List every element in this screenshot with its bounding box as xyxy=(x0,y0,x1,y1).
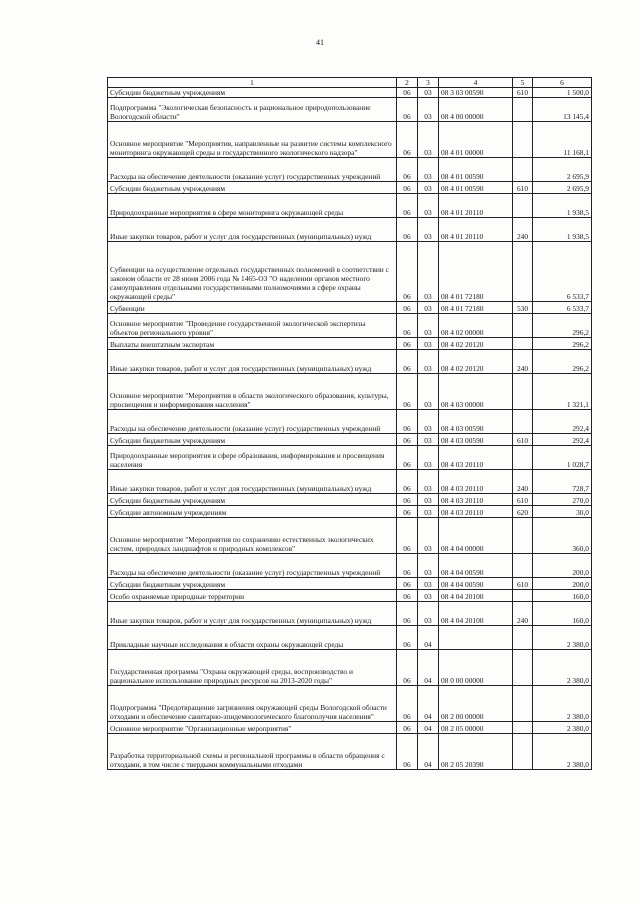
row-amount: 2 695,9 xyxy=(533,158,592,182)
row-section: 06 xyxy=(397,470,418,494)
row-subsection: 03 xyxy=(418,410,439,434)
row-target-code: 08 2 05 20390 xyxy=(439,734,513,770)
row-subsection: 03 xyxy=(418,122,439,158)
row-target-code: 08 4 04 00590 xyxy=(439,578,513,590)
row-subsection: 03 xyxy=(418,194,439,218)
table-row xyxy=(108,506,592,518)
table-header-row xyxy=(108,78,592,88)
table-row xyxy=(108,602,592,626)
row-subsection: 04 xyxy=(418,686,439,722)
table-row xyxy=(108,590,592,602)
row-section: 06 xyxy=(397,734,418,770)
row-amount: 1 028,7 xyxy=(533,446,592,470)
row-subsection: 03 xyxy=(418,302,439,314)
row-target-code: 08 4 04 00590 xyxy=(439,554,513,578)
row-name: Субвенции xyxy=(108,302,397,314)
page-number: 41 xyxy=(316,38,324,47)
row-subsection: 03 xyxy=(418,446,439,470)
row-target-code xyxy=(439,626,513,650)
row-name: Иные закупки товаров, работ и услуг для государственных (муниципальных) нужд xyxy=(108,602,397,626)
row-target-code: 08 4 03 20110 xyxy=(439,470,513,494)
table-row xyxy=(108,350,592,374)
row-expense-type xyxy=(513,122,533,158)
row-name: Субсидии бюджетным учреждениям xyxy=(108,494,397,506)
row-name: Выплаты внештатным экспертам xyxy=(108,338,397,350)
header-cell-5: 5 xyxy=(513,78,533,88)
row-section: 06 xyxy=(397,338,418,350)
row-target-code: 08 4 01 20110 xyxy=(439,194,513,218)
row-amount: 200,0 xyxy=(533,578,592,590)
row-subsection: 03 xyxy=(418,554,439,578)
row-target-code: 08 4 04 20100 xyxy=(439,602,513,626)
table-row xyxy=(108,242,592,302)
row-amount: 160,0 xyxy=(533,602,592,626)
row-section: 06 xyxy=(397,506,418,518)
row-section: 06 xyxy=(397,302,418,314)
table-row xyxy=(108,410,592,434)
row-expense-type xyxy=(513,194,533,218)
row-expense-type xyxy=(513,518,533,554)
row-amount: 2 380,0 xyxy=(533,650,592,686)
row-expense-type: 240 xyxy=(513,602,533,626)
row-section: 06 xyxy=(397,182,418,194)
row-amount: 728,7 xyxy=(533,470,592,494)
row-expense-type xyxy=(513,590,533,602)
row-expense-type: 610 xyxy=(513,578,533,590)
row-subsection: 03 xyxy=(418,470,439,494)
table-row xyxy=(108,122,592,158)
row-amount: 2 695,9 xyxy=(533,182,592,194)
table-row xyxy=(108,650,592,686)
row-name: Субвенции на осуществление отдельных государственных полномочий в соответствии с законом области от 28 июня 2006 года № 1465-ОЗ "О наделении органов местного самоуправления отдельными государственными полномочиями в сфере охраны окружающей среды" xyxy=(108,242,397,302)
row-target-code: 08 4 01 20110 xyxy=(439,218,513,242)
table-row xyxy=(108,734,592,770)
row-name: Расходы на обеспечение деятельности (оказание услуг) государственных учреждений xyxy=(108,158,397,182)
row-expense-type xyxy=(513,446,533,470)
row-subsection: 03 xyxy=(418,494,439,506)
row-name: Государственная программа "Охрана окружающей среды, воспроизводство и рациональное использование природных ресурсов на 2013-2020 годы" xyxy=(108,650,397,686)
row-section: 06 xyxy=(397,686,418,722)
row-amount: 13 145,4 xyxy=(533,98,592,122)
header-cell-6: 6 xyxy=(533,78,592,88)
row-amount: 360,0 xyxy=(533,518,592,554)
table-row xyxy=(108,578,592,590)
row-amount: 292,4 xyxy=(533,410,592,434)
row-expense-type xyxy=(513,242,533,302)
row-section: 06 xyxy=(397,722,418,734)
row-target-code: 08 4 01 00000 xyxy=(439,122,513,158)
table-row xyxy=(108,194,592,218)
row-target-code: 08 4 03 00590 xyxy=(439,434,513,446)
row-expense-type: 610 xyxy=(513,494,533,506)
table-row xyxy=(108,88,592,98)
row-name: Основное мероприятие "Мероприятия, направленные на развитие системы комплексного мониторинга окружающей среды и государственного экологического надзора" xyxy=(108,122,397,158)
row-section: 06 xyxy=(397,194,418,218)
row-section: 06 xyxy=(397,446,418,470)
row-section: 06 xyxy=(397,650,418,686)
row-section: 06 xyxy=(397,626,418,650)
row-subsection: 03 xyxy=(418,434,439,446)
row-amount: 296,2 xyxy=(533,314,592,338)
row-expense-type xyxy=(513,626,533,650)
row-target-code: 08 4 01 00590 xyxy=(439,158,513,182)
row-expense-type: 240 xyxy=(513,350,533,374)
row-expense-type: 240 xyxy=(513,218,533,242)
table-row xyxy=(108,302,592,314)
budget-table xyxy=(107,77,592,770)
row-expense-type xyxy=(513,374,533,410)
row-target-code: 08 4 04 20100 xyxy=(439,590,513,602)
row-amount: 1 938,5 xyxy=(533,218,592,242)
row-expense-type xyxy=(513,650,533,686)
row-section: 06 xyxy=(397,314,418,338)
table-row xyxy=(108,686,592,722)
row-subsection: 03 xyxy=(418,518,439,554)
row-expense-type: 610 xyxy=(513,182,533,194)
row-expense-type xyxy=(513,158,533,182)
row-target-code: 08 4 03 00000 xyxy=(439,374,513,410)
header-cell-2: 2 xyxy=(397,78,418,88)
row-target-code: 08 0 00 00000 xyxy=(439,650,513,686)
table-row xyxy=(108,494,592,506)
table-row xyxy=(108,338,592,350)
row-name: Основное мероприятие "Проведение государственной экологической экспертизы объектов регионального уровня" xyxy=(108,314,397,338)
row-name: Иные закупки товаров, работ и услуг для государственных (муниципальных) нужд xyxy=(108,218,397,242)
row-section: 06 xyxy=(397,578,418,590)
row-amount: 1 938,5 xyxy=(533,194,592,218)
row-amount: 296,2 xyxy=(533,350,592,374)
row-section: 06 xyxy=(397,434,418,446)
row-subsection: 03 xyxy=(418,590,439,602)
row-section: 06 xyxy=(397,554,418,578)
row-target-code: 08 4 03 00590 xyxy=(439,410,513,434)
row-expense-type xyxy=(513,410,533,434)
header-cell-4: 4 xyxy=(439,78,513,88)
table-row xyxy=(108,470,592,494)
row-amount: 270,0 xyxy=(533,494,592,506)
row-name: Субсидии автономным учреждениям xyxy=(108,506,397,518)
row-name: Подпрограмма "Предотвращение загрязнения окружающей среды Вологодской области отходами и обеспечение санитарно-эпидемиологического благополучия населения" xyxy=(108,686,397,722)
row-amount: 2 380,0 xyxy=(533,626,592,650)
row-target-code: 08 4 03 20110 xyxy=(439,506,513,518)
table-row xyxy=(108,434,592,446)
header-cell-3: 3 xyxy=(418,78,439,88)
row-amount: 2 380,0 xyxy=(533,686,592,722)
row-name: Расходы на обеспечение деятельности (оказание услуг) государственных учреждений xyxy=(108,554,397,578)
table-row xyxy=(108,218,592,242)
row-amount: 6 533,7 xyxy=(533,302,592,314)
row-subsection: 03 xyxy=(418,506,439,518)
row-amount: 292,4 xyxy=(533,434,592,446)
row-expense-type: 530 xyxy=(513,302,533,314)
table-row xyxy=(108,518,592,554)
row-target-code: 08 2 05 00000 xyxy=(439,722,513,734)
row-section: 06 xyxy=(397,602,418,626)
row-target-code: 08 2 00 00000 xyxy=(439,686,513,722)
row-name: Разработка территориальной схемы и региональной программы в области обращения с отходами, в том числе с твердыми коммунальными отходами xyxy=(108,734,397,770)
row-amount: 1 500,0 xyxy=(533,88,592,98)
row-name: Основное мероприятие "Мероприятия по сохранению естественных экологических систем, природных ландшафтов и природных комплексов" xyxy=(108,518,397,554)
table-row xyxy=(108,722,592,734)
row-amount: 2 380,0 xyxy=(533,722,592,734)
table-row xyxy=(108,158,592,182)
row-amount: 6 533,7 xyxy=(533,242,592,302)
row-name: Основное мероприятие "Организационные мероприятия" xyxy=(108,722,397,734)
row-subsection: 04 xyxy=(418,734,439,770)
row-target-code: 08 4 02 20120 xyxy=(439,350,513,374)
row-expense-type: 610 xyxy=(513,88,533,98)
row-target-code: 08 4 01 72180 xyxy=(439,242,513,302)
row-expense-type xyxy=(513,98,533,122)
row-section: 06 xyxy=(397,350,418,374)
row-subsection: 03 xyxy=(418,602,439,626)
row-section: 06 xyxy=(397,590,418,602)
row-expense-type xyxy=(513,554,533,578)
row-name: Субсидии бюджетным учреждениям xyxy=(108,88,397,98)
row-name: Особо охраняемые природные территории xyxy=(108,590,397,602)
row-expense-type xyxy=(513,314,533,338)
row-target-code: 08 4 03 20110 xyxy=(439,494,513,506)
row-name: Природоохранные мероприятия в сфере мониторинга окружающей среды xyxy=(108,194,397,218)
row-name: Субсидии бюджетным учреждениям xyxy=(108,434,397,446)
row-amount: 11 168,1 xyxy=(533,122,592,158)
row-amount: 200,0 xyxy=(533,554,592,578)
table-row xyxy=(108,182,592,194)
row-section: 06 xyxy=(397,374,418,410)
row-expense-type: 610 xyxy=(513,434,533,446)
row-target-code: 08 4 04 00000 xyxy=(439,518,513,554)
row-section: 06 xyxy=(397,518,418,554)
row-target-code: 08 4 01 00590 xyxy=(439,182,513,194)
row-section: 06 xyxy=(397,98,418,122)
row-name: Природоохранные мероприятия в сфере образования, информирования и просвещения населения xyxy=(108,446,397,470)
table-row xyxy=(108,374,592,410)
row-section: 06 xyxy=(397,88,418,98)
row-section: 06 xyxy=(397,494,418,506)
row-name: Иные закупки товаров, работ и услуг для государственных (муниципальных) нужд xyxy=(108,350,397,374)
row-subsection: 03 xyxy=(418,182,439,194)
row-subsection: 03 xyxy=(418,98,439,122)
row-target-code: 08 4 03 20110 xyxy=(439,446,513,470)
table-row xyxy=(108,554,592,578)
row-section: 06 xyxy=(397,122,418,158)
row-amount: 296,2 xyxy=(533,338,592,350)
row-subsection: 03 xyxy=(418,374,439,410)
table-row xyxy=(108,314,592,338)
row-section: 06 xyxy=(397,242,418,302)
row-subsection: 03 xyxy=(418,88,439,98)
row-section: 06 xyxy=(397,410,418,434)
row-subsection: 03 xyxy=(418,578,439,590)
row-subsection: 03 xyxy=(418,218,439,242)
row-target-code: 08 3 03 00590 xyxy=(439,88,513,98)
table-row xyxy=(108,446,592,470)
row-expense-type xyxy=(513,686,533,722)
row-name: Субсидии бюджетным учреждениям xyxy=(108,578,397,590)
row-target-code: 08 4 01 72180 xyxy=(439,302,513,314)
row-amount: 1 321,1 xyxy=(533,374,592,410)
row-name: Подпрограмма "Экологическая безопасность и рациональное природопользование Вологодской области" xyxy=(108,98,397,122)
header-cell-1: 1 xyxy=(108,78,397,88)
row-expense-type xyxy=(513,734,533,770)
row-subsection: 04 xyxy=(418,650,439,686)
row-name: Расходы на обеспечение деятельности (оказание услуг) государственных учреждений xyxy=(108,410,397,434)
table-row xyxy=(108,98,592,122)
row-subsection: 04 xyxy=(418,722,439,734)
row-subsection: 03 xyxy=(418,158,439,182)
row-subsection: 03 xyxy=(418,314,439,338)
row-subsection: 03 xyxy=(418,338,439,350)
row-subsection: 03 xyxy=(418,350,439,374)
budget-table-body xyxy=(108,78,592,770)
row-name: Иные закупки товаров, работ и услуг для государственных (муниципальных) нужд xyxy=(108,470,397,494)
row-amount: 160,0 xyxy=(533,590,592,602)
table-row xyxy=(108,626,592,650)
row-target-code: 08 4 02 20120 xyxy=(439,338,513,350)
row-target-code: 08 4 02 00000 xyxy=(439,314,513,338)
row-name: Основное мероприятие "Мероприятия в области экологического образования, культуры, просвещения и информирования населения" xyxy=(108,374,397,410)
row-name: Субсидии бюджетным учреждениям xyxy=(108,182,397,194)
row-amount: 30,0 xyxy=(533,506,592,518)
row-expense-type: 240 xyxy=(513,470,533,494)
row-subsection: 04 xyxy=(418,626,439,650)
row-amount: 2 380,0 xyxy=(533,734,592,770)
row-section: 06 xyxy=(397,158,418,182)
row-expense-type xyxy=(513,338,533,350)
row-expense-type: 620 xyxy=(513,506,533,518)
row-section: 06 xyxy=(397,218,418,242)
row-name: Прикладные научные исследования в области охраны окружающей среды xyxy=(108,626,397,650)
row-expense-type xyxy=(513,722,533,734)
row-target-code: 08 4 00 00000 xyxy=(439,98,513,122)
row-subsection: 03 xyxy=(418,242,439,302)
